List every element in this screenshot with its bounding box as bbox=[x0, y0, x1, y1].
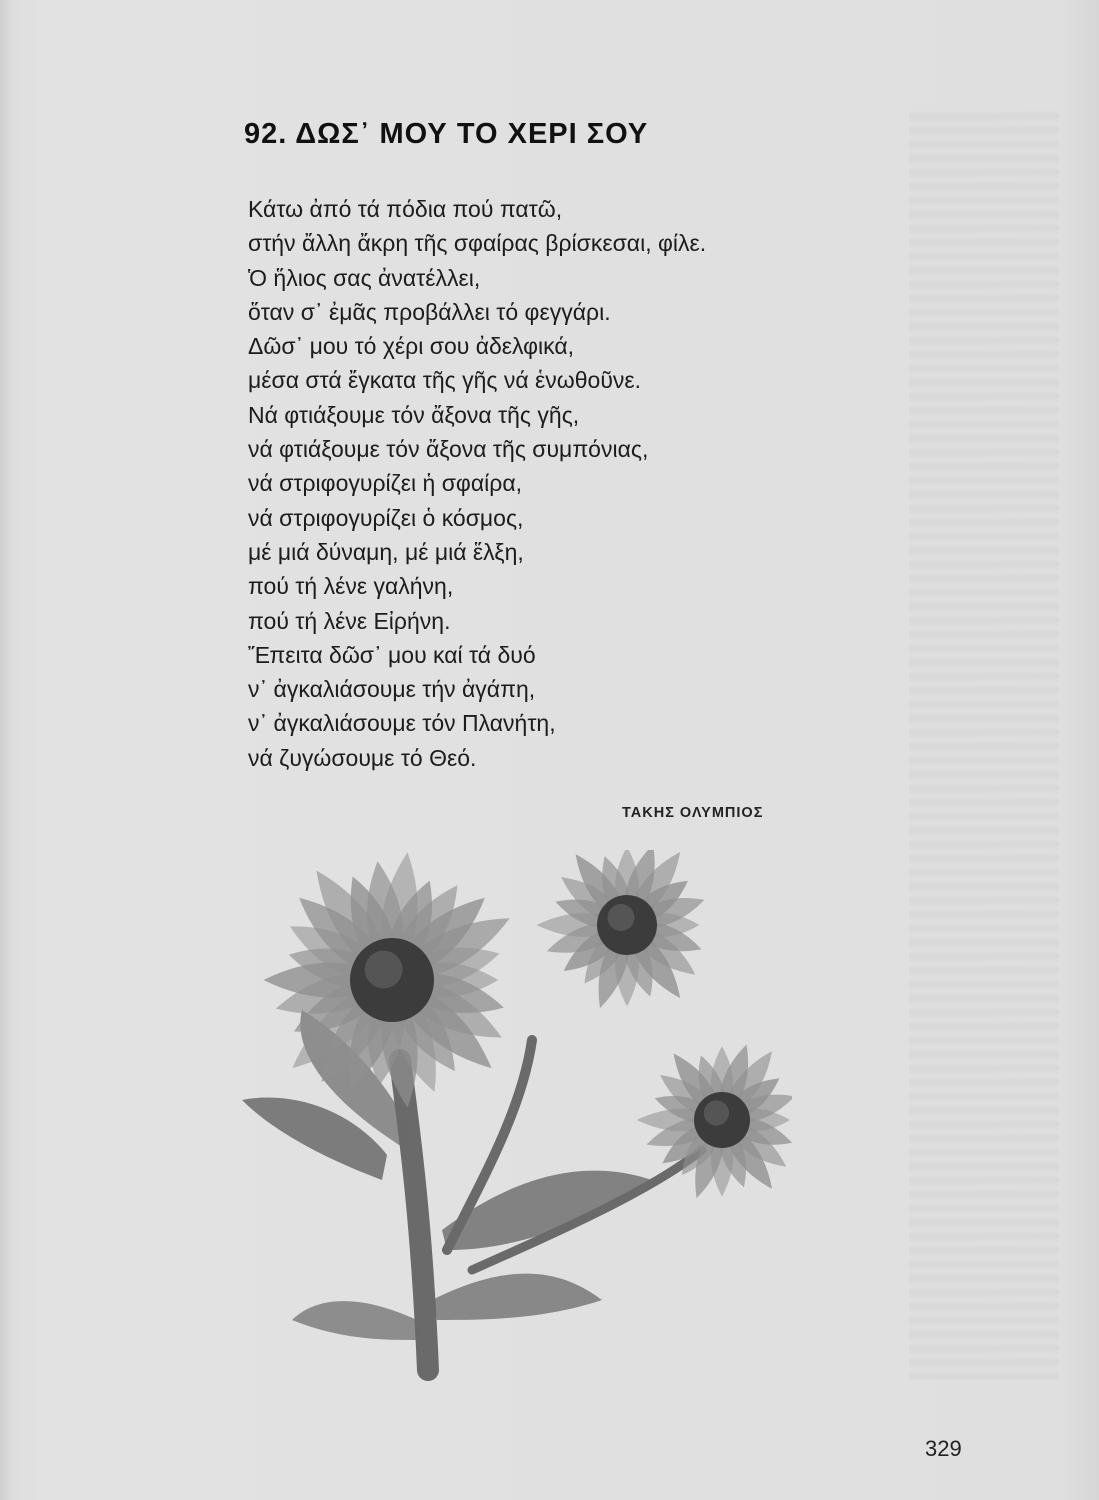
poem-author: ΤΑΚΗΣ ΟΛΥΜΠΙΟΣ bbox=[622, 805, 764, 821]
leaf bbox=[292, 1301, 422, 1340]
poem-line: στήν ἄλλη ἄκρη τῆς σφαίρας βρίσκεσαι, φίλε. bbox=[248, 230, 707, 257]
leaf bbox=[432, 1274, 602, 1320]
poem-line: πού τή λένε γαλήνη, bbox=[248, 573, 454, 600]
poem-line: νά φτιάξουμε τόν ἄξονα τῆς συμπόνιας, bbox=[248, 436, 649, 463]
flower-center-highlight bbox=[608, 904, 635, 931]
poem-body bbox=[248, 192, 888, 775]
flower-center-highlight bbox=[365, 951, 403, 989]
poem-line: ὅταν σ᾽ ἐμᾶς προβάλλει τό φεγγάρι. bbox=[248, 298, 611, 325]
poem-line: ν᾽ ἀγκαλιάσουμε τήν ἀγάπη, bbox=[248, 676, 536, 703]
poem-line: πού τή λένε Εἰρήνη. bbox=[248, 607, 451, 634]
show-through-texture bbox=[909, 110, 1059, 1380]
sunflower-art bbox=[242, 850, 792, 1370]
flower-center-highlight bbox=[704, 1100, 729, 1125]
sunflower-illustration bbox=[232, 850, 792, 1390]
poem-line: νά στριφογυρίζει ὁ κόσμος, bbox=[248, 504, 524, 531]
poem-line: Ὁ ἥλιος σας ἀνατέλλει, bbox=[248, 264, 481, 291]
poem-line: ν᾽ ἀγκαλιάσουμε τόν Πλανήτη, bbox=[248, 710, 556, 737]
poem-line: μέσα στά ἔγκατα τῆς γῆς νά ἑνωθοῦνε. bbox=[248, 367, 642, 394]
poem-line: Κάτω ἀπό τά πόδια πού πατῶ, bbox=[248, 196, 563, 222]
poem-line: Δῶσ᾽ μου τό χέρι σου ἀδελφικά, bbox=[248, 333, 575, 360]
poem-line: νά στριφογυρίζει ἡ σφαίρα, bbox=[248, 470, 523, 497]
poem-line: νά ζυγώσουμε τό Θεό. bbox=[248, 744, 477, 771]
poem-line: Ἔπειτα δῶσ᾽ μου καί τά δυό bbox=[248, 641, 536, 668]
poem-line: Νά φτιάξουμε τόν ἄξονα τῆς γῆς, bbox=[248, 401, 580, 428]
poem-title: 92. ΔΩΣ᾽ ΜΟΥ ΤΟ ΧΕΡΙ ΣΟΥ bbox=[244, 118, 649, 150]
page-number: 329 bbox=[925, 1436, 962, 1461]
poem-line: μέ μιά δύναμη, μέ μιά ἕλξη, bbox=[248, 538, 524, 565]
